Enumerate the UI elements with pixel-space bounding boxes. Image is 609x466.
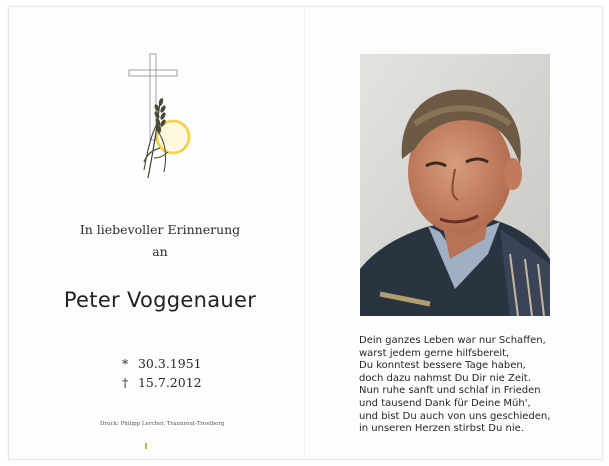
birth-date: 30.3.1951 — [137, 356, 202, 371]
poem-line: in unseren Herzen stirbst Du nie. — [359, 423, 524, 435]
poem-line: warst jedem gerne hilfsbereit, — [359, 347, 510, 359]
portrait-photo-drawing — [360, 54, 550, 316]
memorial-intro — [70, 219, 250, 263]
card-fold-line — [304, 6, 305, 458]
birth-row — [122, 354, 202, 373]
fold-mark — [145, 443, 147, 449]
portrait-photo — [360, 54, 550, 316]
poem-line: Du konntest bessere Tage haben, — [359, 360, 526, 372]
death-date: 15.7.2012 — [137, 375, 202, 390]
poem-line: doch dazu nahmst Du Dir nie Zeit. — [359, 372, 531, 384]
death-cross-icon: † — [122, 375, 129, 390]
deceased-name: Peter Voggenauer — [63, 288, 257, 312]
printer-credit: Druck: Philipp Lercher, Traunreut-Trostberg — [100, 421, 225, 427]
death-row — [122, 373, 202, 392]
birth-star-icon: * — [122, 356, 129, 371]
poem-line: Dein ganzes Leben war nur Schaffen, — [359, 335, 546, 346]
poem-line: und tausend Dank für Deine Müh', — [359, 397, 531, 409]
cross-with-wheat-icon — [124, 52, 194, 184]
life-dates — [122, 354, 202, 392]
poem-line: und bist Du auch von uns geschieden, — [359, 410, 551, 422]
intro-line-an: an — [152, 244, 168, 259]
memorial-poem — [359, 335, 599, 436]
intro-line: In liebevoller Erinnerung — [79, 222, 241, 237]
poem-line: Nun ruhe sanft und schlaf in Frieden — [359, 385, 541, 397]
